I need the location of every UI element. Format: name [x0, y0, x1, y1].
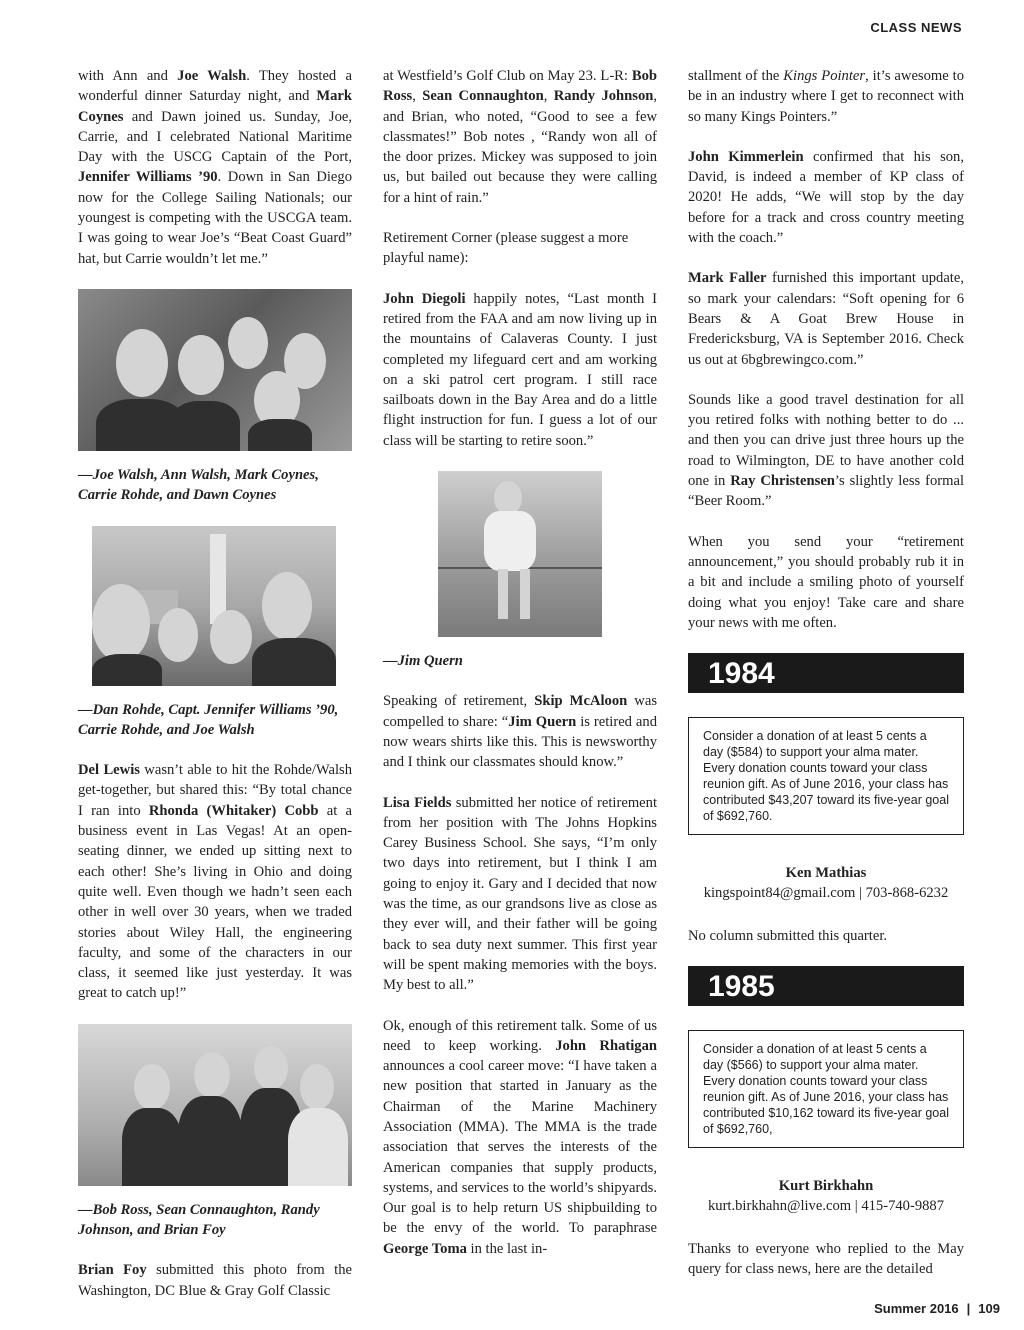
paragraph [78, 1260, 352, 1301]
paragraph [383, 228, 657, 269]
text-run: in the last in- [466, 1240, 548, 1257]
paragraph [383, 793, 657, 996]
paragraph [688, 390, 964, 512]
photo-walsh-coynes-rohde [78, 289, 352, 451]
photo-rohde-williams-walsh [92, 526, 336, 686]
classmate-name: Joe Walsh [177, 68, 247, 84]
photo-jim-quern [438, 471, 602, 637]
text-run: , it’s awesome to be in an industry where I get to reconnect with so many Kings Pointers.” [688, 68, 965, 125]
publication-title: Kings Pointer [783, 68, 866, 84]
text-run: Retirement Corner (please suggest a more playful name): [383, 230, 629, 267]
text-run: stallment of the [688, 68, 784, 84]
column-3 [688, 66, 964, 1299]
contact-info: kingspoint84@gmail.com | 703-868-6232 [703, 885, 949, 902]
text-run: was compelled to share: “ [383, 693, 657, 730]
classmate-name: Randy Johnson [553, 88, 654, 105]
page-number: 109 [978, 1301, 1000, 1316]
paragraph [383, 1016, 657, 1260]
text-run: , [412, 88, 423, 105]
text-run: , and Brian, who noted, “Good to see a few classmates!” Bob notes , “Randy won all of the door prizes. Mickey was supposed to join us, but bailed out because they were calling for a hint of rain.” [383, 88, 658, 206]
classmate-name: Ray Christensen [730, 473, 835, 490]
contact-info: kurt.birkhahn@live.com | 415-740-9887 [707, 1198, 945, 1215]
text-run: confirmed that his son, David, is indeed a member of KP class of 2020! He adds, “We will stop by the day before for a track and cross country meeting with the coach.” [688, 148, 964, 247]
donation-box-1984: Consider a donation of at least 5 cents a day ($584) to support your alma mater. Every donation counts toward your class reunion gift. As of June 2016, your class has contributed $43,207 toward its five-year goal of $692,760. [688, 717, 964, 835]
classmate-name: John Diegoli [383, 290, 466, 307]
text-run: announces a cool career move: “I have taken a new position that started in January as the Chairman of the Marine Machinery Association (MMA). The MMA is the trade association that serves the interests of the American companies that supply products, systems, and services to the world’s shipyards. Our goal is to help return US shipbuilding to be the envy of the world. To paraphrase [383, 1058, 657, 1237]
classmate-name: Jim Quern [508, 713, 577, 730]
text-run: When you send your “retirement announcement,” you should probably rub it in a bit and include a smiling photo of yourself doing what you enjoy! Take care and share your news with me often. [688, 533, 964, 631]
classmate-name: Brian Foy [78, 1262, 147, 1279]
text-run: with Ann and [78, 68, 178, 84]
photo-caption: —Jim Quern [383, 653, 463, 670]
text-run: . They hosted a wonderful dinner Saturday night, and [78, 68, 352, 105]
text-run: wasn’t able to hit the Rohde/Walsh get-together, but shared this: “By total chance I ran into [78, 762, 352, 819]
text-run: submitted this photo from the Washington, DC Blue & Gray Golf Classic [78, 1262, 352, 1299]
photo-caption: —Dan Rohde, Capt. Jennifer Williams ’90, Carrie Rohde, and Joe Walsh [78, 701, 339, 738]
footer-separator: | [966, 1301, 971, 1316]
section-label: CLASS NEWS [870, 20, 962, 35]
text-run: is retired and now wears shirts like this. This is newsworthy and I think our classmates should know.” [383, 713, 657, 771]
classmate-name: Rhonda (Whitaker) Cobb [148, 802, 319, 819]
text-run: furnished this important update, so mark your calendars: “Soft opening for 6 Bears & A Goat Brew House in Fredericksburg, VA is September 2016. Check us out at 6bgbrewingco.com.” [688, 270, 964, 368]
text-run: Speaking of retirement, [383, 693, 535, 710]
issue-label: Summer 2016 [874, 1301, 959, 1316]
paragraph [383, 289, 657, 451]
contact-name: Ken Mathias [785, 865, 867, 882]
paragraph [383, 691, 657, 772]
classmate-name: Mark Faller [688, 270, 767, 287]
text-run: submitted her notice of retirement from her position with The Johns Hopkins Carey Business School. She says, “I’m only two days into retirement, but I think I am going to enjoy it. Gary and I decided that now was the time, as our grandsons live as close as they ever will, and their father will be going back to sea duty next summer. This first year will be spent making memories with the boys. My best to all.” [383, 794, 657, 994]
classmate-name: John Kimmerlein [688, 148, 804, 165]
classmate-name: Del Lewis [78, 762, 140, 779]
classmate-name: Bob Ross [383, 68, 657, 105]
paragraph [78, 66, 352, 269]
classmate-name: Skip McAloon [534, 693, 628, 710]
donation-box-1985: Consider a donation of at least 5 cents a day ($566) to support your alma mater. Every donation counts toward your class reunion gift. As of June 2016, your class has contributed $10,162 toward its five-year goal of $692,760, [688, 1030, 964, 1148]
paragraph [688, 532, 964, 633]
paragraph: Thanks to everyone who replied to the May query for class news, here are the detailed [688, 1240, 964, 1277]
text-run: , [543, 88, 554, 105]
text-run: Ok, enough of this retirement talk. Some of us need to keep working. [383, 1017, 657, 1054]
classmate-name: Mark Coynes [78, 88, 352, 125]
photo-golf-classic [78, 1024, 352, 1186]
text-run: and Dawn joined us. Sunday, Joe, Carrie, and I celebrated National Maritime Day with the USCG Captain of the Port, [78, 108, 352, 166]
paragraph [688, 268, 964, 369]
column-2 [383, 66, 657, 1279]
photo-caption: —Joe Walsh, Ann Walsh, Mark Coynes, Carrie Rohde, and Dawn Coynes [78, 466, 319, 504]
text-run: at a business event in Las Vegas! At an open-seating dinner, we ended up sitting next to each other! She’s living in Ohio and doing quite well. Even though we hadn’t seen each other in well over 30 years, when we traded stories about Wiley Hall, the engineering faculty, and some of the characters in our class, it seemed like just yesterday. It was great to catch up!” [78, 802, 352, 1002]
text-run: Sounds like a good travel destination for all you retired folks with nothing better to do ... and then you can drive just three hours up the road to Wilmington, DE to have another cold one in [688, 391, 964, 490]
text-run: ’s slightly less formal “Beer Room.” [688, 473, 964, 510]
classmate-name: George Toma [383, 1240, 467, 1257]
class-year-heading-1984: 1984 [688, 653, 964, 693]
classmate-name: Lisa Fields [383, 794, 452, 811]
text-run: at Westfield’s Golf Club on May 23. L-R: [383, 68, 632, 84]
paragraph [383, 66, 657, 208]
paragraph: No column submitted this quarter. [688, 927, 888, 944]
page-footer [874, 1301, 1000, 1316]
classmate-name: Jennifer Williams ’90 [78, 169, 218, 186]
photo-caption: —Bob Ross, Sean Connaughton, Randy Johnson, and Brian Foy [78, 1201, 320, 1239]
column-1 [78, 66, 352, 1321]
text-run: . Down in San Diego now for the College Sailing Nationals; our youngest is competing with the USCGA team. I was going to wear Joe’s “Beat Coast Guard” hat, but Carrie wouldn’t let me.” [78, 169, 352, 267]
classmate-name: Sean Connaughton [422, 88, 544, 105]
paragraph [688, 66, 964, 127]
classmate-name: John Rhatigan [555, 1037, 657, 1054]
class-contact-1985 [688, 1176, 964, 1217]
paragraph [688, 147, 964, 248]
contact-name: Kurt Birkhahn [778, 1178, 874, 1195]
class-contact-1984 [688, 863, 964, 904]
paragraph [78, 760, 352, 1004]
text-run: happily notes, “Last month I retired from the FAA and am now living up in the mountains of Calaveras County. I just completed my lifeguard cert and am working on a ski patrol cert program. I still race sailboats down in the Bay Area and do a little flight instruction for fun. I guess a lot of our class will be starting to retire soon.” [383, 290, 658, 449]
class-year-heading-1985: 1985 [688, 966, 964, 1006]
